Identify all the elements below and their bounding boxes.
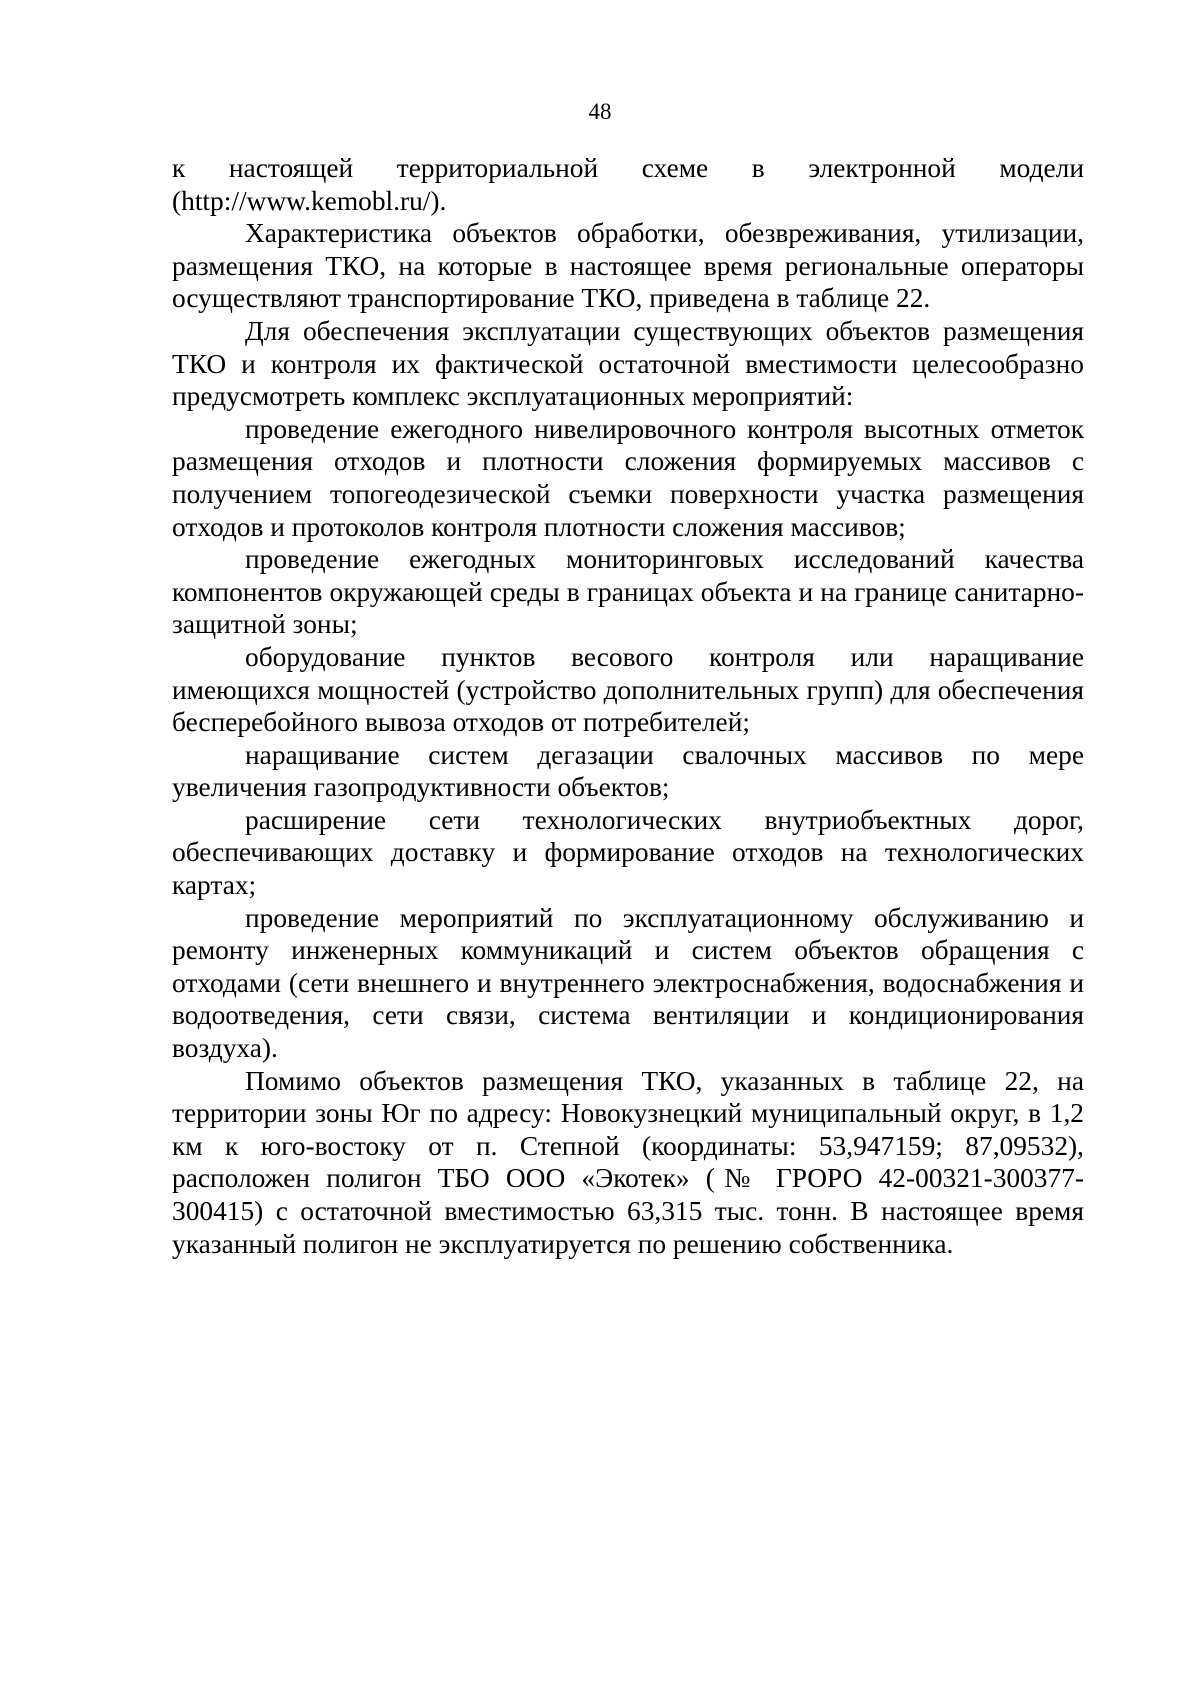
paragraph-operation-measures-intro: Для обеспечения эксплуатации существующих объектов размещения ТКО и контроля их фактической остаточной вместимости целесообразно предусмотреть комплекс эксплуатационных мероприятий: [172, 315, 1084, 412]
paragraph-facilities-characteristics: Характеристика объектов обработки, обезвреживания, утилизации, размещения ТКО, на которые в настоящее время региональные операторы осуществляют транспортирование ТКО, приведена в таблице 22. [172, 218, 1084, 314]
list-item-weight-control: оборудование пунктов весового контроля или наращивание имеющихся мощностей (устройство дополнительных групп) для обеспечения бесперебойного вывоза отходов от потребителей; [172, 641, 1084, 738]
list-item-environmental-monitoring: проведение ежегодных мониторинговых исследований качества компонентов окружающей среды в границах объекта и на границе санитарно-защитной зоны; [172, 544, 1084, 640]
list-item-engineering-maintenance: проведение мероприятий по эксплуатационному обслуживанию и ремонту инженерных коммуникаций и систем объектов обращения с отходами (сети внешнего и внутреннего электроснабжения, водоснабжения и водоотведения, сети связи, система вентиляции и кондиционирования воздуха). [172, 902, 1084, 1064]
list-item-leveling-control: проведение ежегодного нивелировочного контроля высотных отметок размещения отходов и плотности сложения формируемых массивов с получением топогеодезической съемки поверхности участка размещения отходов и протоколов контроля плотности сложения массивов; [172, 413, 1084, 542]
document-body [172, 152, 1084, 1260]
page-number: 48 [588, 99, 612, 124]
list-item-degassing-systems: наращивание систем дегазации свалочных массивов по мере увеличения газопродуктивности объектов; [172, 739, 1084, 803]
list-item-technological-roads: расширение сети технологических внутриобъектных дорог, обеспечивающих доставку и формирование отходов на технологических картах; [172, 804, 1084, 901]
paragraph-electronic-model-reference: к настоящей территориальной схеме в электронной модели (http://www.kemobl.ru/). [172, 153, 1084, 216]
paragraph-ekotek-landfill: Помимо объектов размещения ТКО, указанных в таблице 22, на территории зоны Юг по адресу: Новокузнецкий муниципальный округ, в 1,2 км к юго-востоку от п. Степной (координаты: 53,947159; 87,09532), расположен полигон ТБО ООО «Экотек» (№ ГРОРО 42-00321-300377-300415) с остаточной вместимостью 63,315 тыс. тонн. В настоящее время указанный полигон не эксплуатируется по решению собственника. [172, 1065, 1084, 1259]
